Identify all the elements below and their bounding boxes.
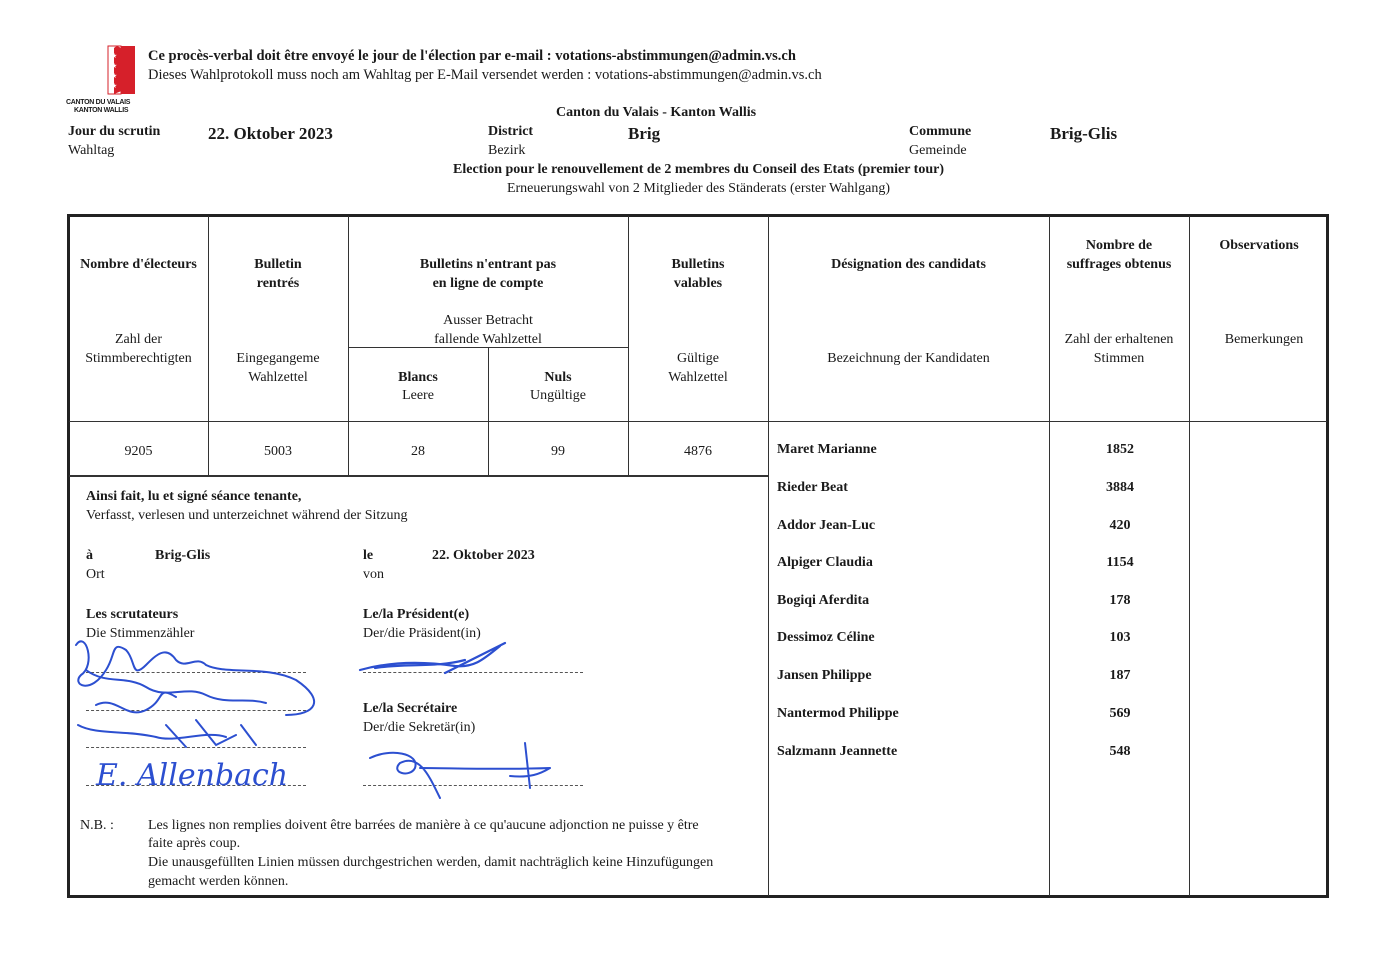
- header-electors-fr: Nombre d'électeurs: [80, 257, 197, 272]
- value-returned: 5003: [264, 444, 292, 459]
- header-null-de: Ungültige: [530, 388, 586, 403]
- date-label-de: Wahltag: [68, 143, 115, 158]
- header-blank-fr: Blancs: [398, 370, 438, 385]
- commune-value: Brig-Glis: [1050, 124, 1118, 143]
- svg-text:★: ★: [116, 62, 122, 68]
- header-instruction-fr: Ce procès-verbal doit être envoyé le jour de l'élection par e-mail : votations-abstimmungen@admin.vs.ch: [148, 48, 796, 64]
- svg-text:★: ★: [111, 82, 118, 90]
- secretary-label-de: Der/die Sekretär(in): [363, 720, 476, 735]
- header-notcounted-de2: fallende Wahlzettel: [434, 332, 542, 347]
- value-electors: 9205: [124, 444, 153, 459]
- header-votes-de2: Stimmen: [1093, 351, 1145, 366]
- value-blank: 28: [411, 444, 425, 459]
- district-label-fr: District: [488, 124, 534, 139]
- header-candidates-de: Bezeichnung der Kandidaten: [827, 351, 990, 366]
- svg-text:★: ★: [116, 52, 122, 58]
- candidate-votes: 548: [1109, 744, 1131, 759]
- header-returned-fr1: Bulletin: [254, 257, 302, 272]
- scrutineers-label-de: Die Stimmenzähler: [86, 626, 195, 641]
- header-observations-de: Bemerkungen: [1224, 332, 1304, 347]
- candidate-votes: 103: [1109, 630, 1131, 645]
- header-electors-de1: Zahl der: [114, 332, 163, 347]
- svg-text:★: ★: [111, 72, 118, 80]
- candidate-name: Nantermod Philippe: [777, 706, 899, 721]
- president-label-fr: Le/la Président(e): [363, 607, 470, 622]
- place-label-de: Ort: [86, 567, 105, 582]
- district-value: Brig: [628, 124, 661, 143]
- secretary-label-fr: Le/la Secrétaire: [363, 701, 458, 716]
- note-de-line1: Die unausgefüllten Linien müssen durchgestrichen werden, damit nachträglich keine Hinzufügungen: [148, 855, 714, 870]
- header-electors-de2: Stimmberechtigten: [85, 351, 192, 366]
- district-label-de: Bezirk: [488, 143, 526, 158]
- signing-date-label-fr: le: [363, 548, 374, 563]
- candidate-name: Maret Marianne: [777, 442, 877, 457]
- value-valid: 4876: [684, 444, 712, 459]
- candidate-votes: 1154: [1106, 555, 1134, 570]
- header-returned-fr2: rentrés: [256, 276, 300, 291]
- valais-coat-of-arms-icon: [66, 44, 138, 98]
- candidate-votes: 569: [1109, 706, 1131, 721]
- president-label-de: Der/die Präsident(in): [363, 626, 481, 641]
- candidate-votes: 420: [1109, 518, 1131, 533]
- header-votes-fr2: suffrages obtenus: [1066, 257, 1172, 272]
- commune-label-fr: Commune: [909, 124, 972, 139]
- header-valid-de1: Gültige: [677, 351, 719, 366]
- date-label-fr: Jour du scrutin: [68, 124, 161, 139]
- logo-text-de: KANTON WALLIS: [74, 107, 129, 114]
- candidate-votes: 1852: [1106, 442, 1134, 457]
- date-value: 22. Oktober 2023: [208, 124, 333, 143]
- president-signature: [355, 638, 515, 678]
- secretary-signature: [360, 738, 560, 808]
- header-null-fr: Nuls: [544, 370, 572, 385]
- header-valid-fr1: Bulletins: [671, 257, 725, 272]
- signing-date-label-de: von: [363, 567, 384, 582]
- note-fr-line1: Les lignes non remplies doivent être barrées de manière à ce qu'aucune adjonction ne puisse y être: [148, 818, 699, 833]
- header-votes-de1: Zahl der erhaltenen: [1064, 332, 1174, 347]
- place-value: Brig-Glis: [155, 548, 211, 563]
- header-returned-de2: Wahlzettel: [248, 370, 308, 385]
- note-de-line2: gemacht werden können.: [148, 874, 289, 889]
- candidate-name: Alpiger Claudia: [777, 555, 873, 570]
- candidate-name: Jansen Philippe: [777, 668, 872, 683]
- header-votes-fr1: Nombre de: [1085, 238, 1153, 253]
- election-title-de: Erneuerungswahl von 2 Mitglieder des Ständerats (erster Wahlgang): [506, 181, 891, 196]
- header-instruction-de: Dieses Wahlprotokoll muss noch am Wahltag per E-Mail versendet werden : votations-abstimmungen@admin.vs.ch: [148, 67, 822, 83]
- header-valid-de2: Wahlzettel: [668, 370, 728, 385]
- commune-label-de: Gemeinde: [909, 143, 967, 158]
- header-notcounted-de1: Ausser Betracht: [443, 313, 533, 328]
- scrutineer-signature-text: E. Allenbach: [96, 758, 289, 793]
- svg-text:★: ★: [111, 52, 118, 60]
- header-notcounted-fr1: Bulletins n'entrant pas: [419, 257, 557, 272]
- signing-date-value: 22. Oktober 2023: [432, 548, 535, 563]
- header-valid-fr2: valables: [673, 276, 723, 291]
- value-null: 99: [551, 444, 565, 459]
- candidate-votes: 3884: [1106, 480, 1134, 495]
- candidate-name: Bogiqi Aferdita: [777, 593, 870, 608]
- scrutineers-signatures: [66, 625, 326, 795]
- svg-text:★: ★: [116, 72, 122, 78]
- candidate-name: Rieder Beat: [777, 480, 848, 495]
- header-blank-de: Leere: [402, 388, 434, 403]
- place-label-fr: à: [86, 548, 93, 563]
- signing-title-fr: Ainsi fait, lu et signé séance tenante,: [86, 489, 302, 504]
- header-returned-de1: Eingegangeme: [236, 351, 320, 366]
- scrutineers-label-fr: Les scrutateurs: [86, 607, 179, 622]
- candidate-votes: 178: [1109, 593, 1131, 608]
- note-fr-line2: faite après coup.: [148, 836, 241, 851]
- logo-text-fr: CANTON DU VALAIS: [66, 99, 131, 106]
- election-title-fr: Election pour le renouvellement de 2 membres du Conseil des Etats (premier tour): [453, 162, 944, 177]
- header-observations-fr: Observations: [1219, 238, 1299, 253]
- canton-logo: [66, 44, 138, 118]
- header-notcounted-fr2: en ligne de compte: [432, 276, 544, 291]
- signing-title-de: Verfasst, verlesen und unterzeichnet während der Sitzung: [86, 508, 408, 523]
- candidate-votes: 187: [1109, 668, 1131, 683]
- candidate-name: Salzmann Jeannette: [777, 744, 898, 759]
- svg-text:★: ★: [111, 62, 118, 70]
- candidate-name: Dessimoz Céline: [777, 630, 875, 645]
- header-candidates-fr: Désignation des candidats: [831, 257, 986, 272]
- canton-title: Canton du Valais - Kanton Wallis: [556, 105, 757, 120]
- candidate-name: Addor Jean-Luc: [777, 518, 876, 533]
- note-label: N.B. :: [80, 818, 114, 833]
